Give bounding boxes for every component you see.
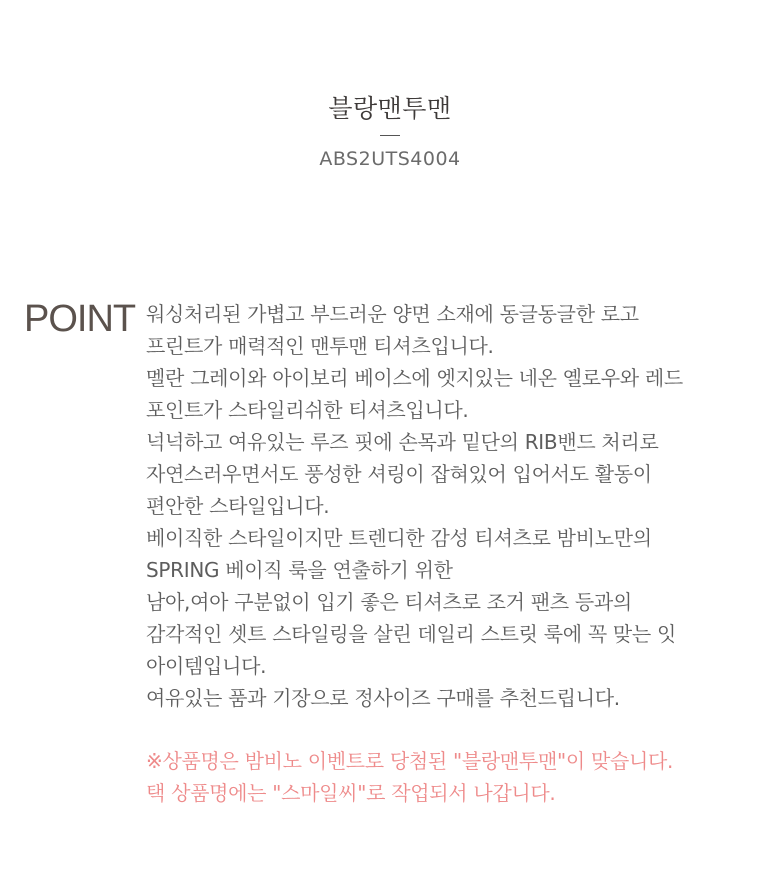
description-line: 워싱처리된 가볍고 부드러운 양면 소재에 동글동글한 로고 xyxy=(146,302,639,326)
description-line: 넉넉하고 여유있는 루즈 핏에 손목과 밑단의 RIB밴드 처리로 xyxy=(146,430,659,454)
description-line: SPRING 베이직 룩을 연출하기 위한 xyxy=(146,558,453,582)
point-label: POINT xyxy=(24,298,136,340)
description-line: 감각적인 셋트 스타일링을 살린 데일리 스트릿 룩에 꼭 맞는 잇 xyxy=(146,622,677,646)
product-notes xyxy=(146,745,766,809)
title-divider xyxy=(380,135,400,136)
note-line: 택 상품명에는 "스마일씨"로 작업되서 나갑니다. xyxy=(146,781,556,805)
product-title: 블랑맨투맨 xyxy=(328,94,452,123)
product-code: ABS2UTS4004 xyxy=(319,148,461,170)
description-line: 프린트가 매력적인 맨투맨 티셔츠입니다. xyxy=(146,334,494,358)
point-description xyxy=(146,298,766,714)
description-line: 여유있는 품과 기장으로 정사이즈 구매를 추천드립니다. xyxy=(146,686,620,710)
description-line: 남아,여아 구분없이 입기 좋은 티셔츠로 조거 팬츠 등과의 xyxy=(146,590,632,614)
note-line: ※상품명은 밤비노 이벤트로 당첨된 "블랑맨투맨"이 맞습니다. xyxy=(146,749,674,773)
description-line: 포인트가 스타일리쉬한 티셔츠입니다. xyxy=(146,398,469,422)
description-line: 자연스러우면서도 풍성한 셔링이 잡혀있어 입어서도 활동이 xyxy=(146,462,652,486)
description-line: 멜란 그레이와 아이보리 베이스에 엣지있는 네온 옐로우와 레드 xyxy=(146,366,683,390)
description-line: 베이직한 스타일이지만 트렌디한 감성 티셔츠로 밤비노만의 xyxy=(146,526,652,550)
description-line: 편안한 스타일입니다. xyxy=(146,494,330,518)
description-line: 아이템입니다. xyxy=(146,654,267,678)
